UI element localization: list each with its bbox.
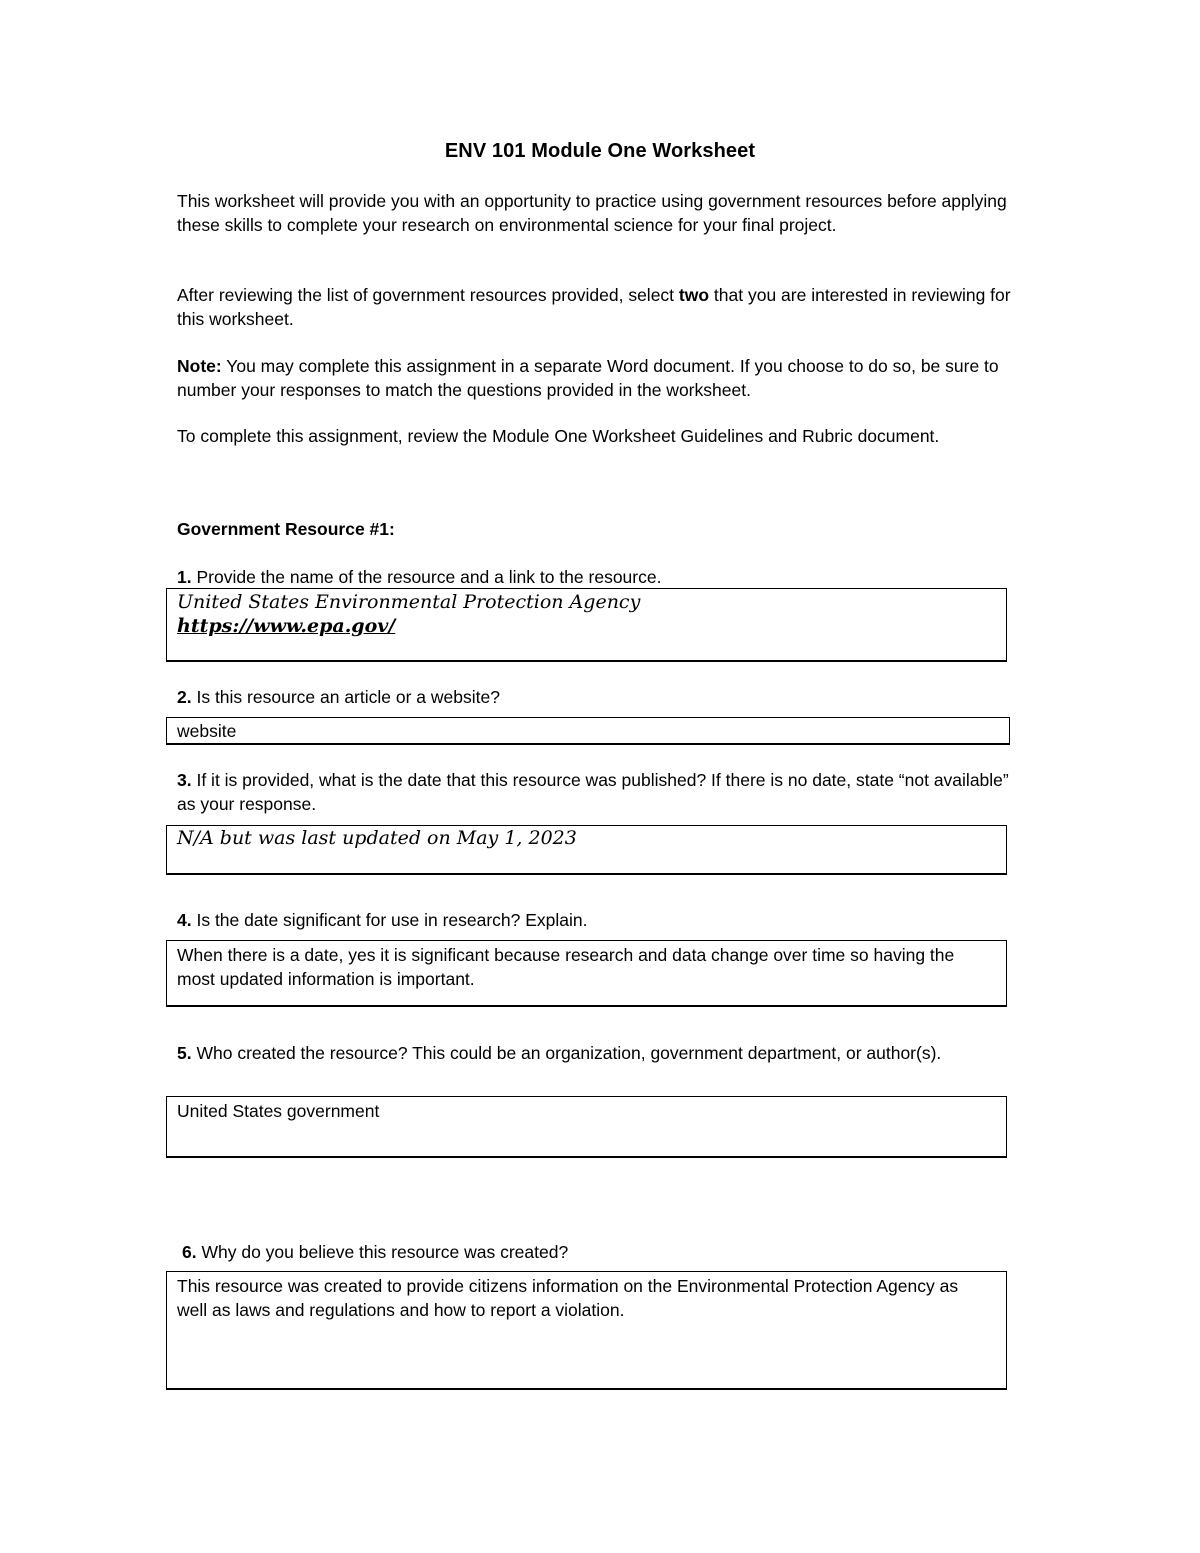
question-number: 4. <box>177 910 192 930</box>
answer-box-4[interactable] <box>166 940 1007 1007</box>
intro-paragraph-2-emphasis: two <box>678 285 710 305</box>
intro-paragraph-1: This worksheet will provide you with an opportunity to practice using government resources before applying these skills to complete your research on environmental science for your final project. <box>177 191 1007 235</box>
answer-resource-link[interactable]: https://www.epa.gov/ <box>177 615 396 637</box>
answer-text: N/A but was last updated on May 1, 2023 <box>177 827 577 849</box>
intro-paragraph-4: To complete this assignment, review the Module One Worksheet Guidelines and Rubric document. <box>177 426 940 446</box>
question-text: Provide the name of the resource and a link to the resource. <box>191 567 662 587</box>
page-title: ENV 101 Module One Worksheet <box>444 140 756 162</box>
note-text: You may complete this assignment in a separate Word document. If you choose to do so, be sure to number your responses to match the questions provided in the worksheet. <box>177 356 999 400</box>
intro-paragraph-2 <box>177 283 1027 331</box>
note-label: Note: <box>177 356 222 376</box>
question-6 <box>182 1240 1022 1264</box>
question-number: 1. <box>177 567 192 587</box>
question-4 <box>177 908 1017 932</box>
question-text: Why do you believe this resource was created? <box>196 1242 569 1262</box>
answer-text: United States government <box>177 1101 380 1121</box>
answer-box-1[interactable] <box>166 588 1007 662</box>
question-2 <box>177 685 1017 709</box>
question-number: 3. <box>177 770 192 790</box>
question-number: 6. <box>182 1242 197 1262</box>
intro-paragraph-2-start: After reviewing the list of government resources provided, select <box>177 285 679 305</box>
question-1 <box>177 565 1017 589</box>
intro-note <box>177 354 1027 402</box>
question-text: Is this resource an article or a website? <box>191 687 500 707</box>
question-text: If it is provided, what is the date that this resource was published? If there is no date, state “not available” as your response. <box>177 770 1009 814</box>
answer-box-2[interactable] <box>166 717 1010 745</box>
answer-resource-name: United States Environmental Protection Agency <box>177 591 641 613</box>
answer-text: website <box>177 721 237 741</box>
answer-box-6[interactable] <box>166 1271 1007 1390</box>
answer-text: This resource was created to provide citizens information on the Environmental Protection Agency as well as laws and regulations and how to report a violation. <box>177 1276 959 1320</box>
question-3 <box>177 768 1017 816</box>
question-number: 5. <box>177 1043 192 1063</box>
question-text: Who created the resource? This could be an organization, government department, or author(s). <box>191 1043 942 1063</box>
question-text: Is the date significant for use in research? Explain. <box>191 910 588 930</box>
question-number: 2. <box>177 687 192 707</box>
question-5 <box>177 1041 1017 1065</box>
answer-box-3[interactable] <box>166 825 1007 875</box>
answer-box-5[interactable] <box>166 1096 1007 1158</box>
section-heading: Government Resource #1: <box>177 519 395 539</box>
answer-text: When there is a date, yes it is significant because research and data change over time so having the most updated information is important. <box>177 945 955 989</box>
intro-paragraph-2-end: that you are interested in reviewing for this worksheet. <box>177 285 1011 329</box>
